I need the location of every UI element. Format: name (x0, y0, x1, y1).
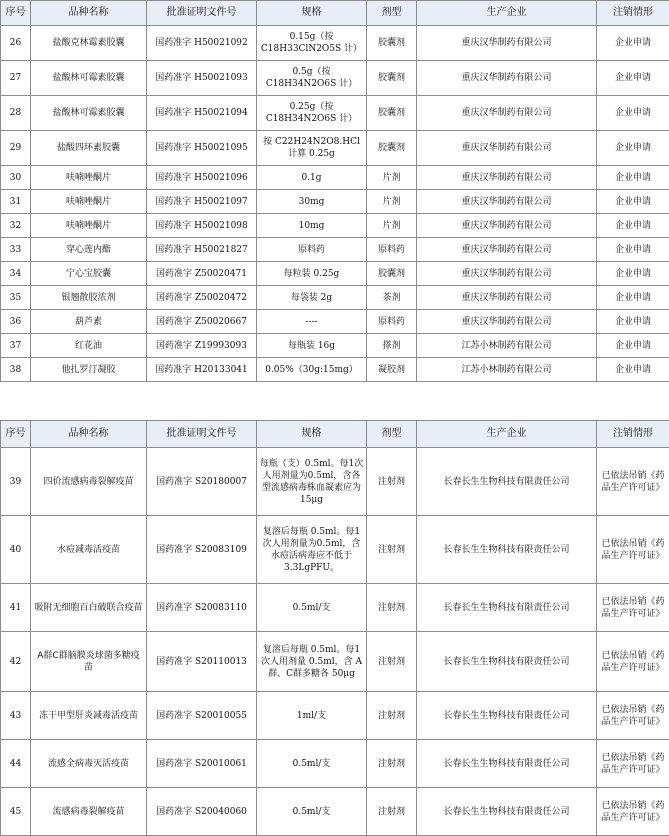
cell-specification: 0.1g (257, 166, 367, 190)
cell-approval-number: 国药准字 S20180007 (147, 448, 257, 516)
cell-serial: 37 (1, 334, 31, 358)
cell-approval-number: 国药准字 S20083109 (147, 516, 257, 584)
table-row (1, 286, 669, 310)
cell-cancellation-status: 已依法吊销《药品生产许可证》 (597, 448, 669, 516)
cell-dosage-form: 胶囊剂 (367, 96, 417, 131)
cancellation-table-1 (0, 0, 669, 382)
cell-manufacturer: 重庆汉华制药有限公司 (417, 131, 597, 166)
cell-dosage-form: 注射剂 (367, 740, 417, 788)
cell-cancellation-status: 已依法吊销《药品生产许可证》 (597, 516, 669, 584)
cell-manufacturer: 重庆汉华制药有限公司 (417, 26, 597, 61)
header-product-name: 品种名称 (31, 1, 147, 26)
cell-product-name: 葫芦素 (31, 310, 147, 334)
table-row (1, 190, 669, 214)
cell-manufacturer: 重庆汉华制药有限公司 (417, 262, 597, 286)
cell-cancellation-status: 企业申请 (597, 96, 669, 131)
cell-specification: 每瓶装 16g (257, 334, 367, 358)
cell-product-name: 流感病毒裂解疫苗 (31, 788, 147, 836)
table-row (1, 358, 669, 382)
table-row (1, 214, 669, 238)
cell-dosage-form: 原料药 (367, 238, 417, 262)
cell-product-name: 呋喃唑酮片 (31, 190, 147, 214)
table-row (1, 692, 669, 740)
cell-serial: 45 (1, 788, 31, 836)
cell-manufacturer: 重庆汉华制药有限公司 (417, 310, 597, 334)
cell-dosage-form: 片剂 (367, 166, 417, 190)
table-row (1, 310, 669, 334)
cell-manufacturer: 重庆汉华制药有限公司 (417, 238, 597, 262)
table-row (1, 61, 669, 96)
cell-dosage-form: 凝胶剂 (367, 358, 417, 382)
cell-product-name: 呋喃唑酮片 (31, 214, 147, 238)
cell-serial: 35 (1, 286, 31, 310)
cell-product-name: 盐酸克林霉素胶囊 (31, 26, 147, 61)
cell-cancellation-status: 已依法吊销《药品生产许可证》 (597, 740, 669, 788)
cell-specification: 0.25g（按 C18H34N2O6S 计） (257, 96, 367, 131)
cell-serial: 40 (1, 516, 31, 584)
cell-cancellation-status: 已依法吊销《药品生产许可证》 (597, 692, 669, 740)
table-row (1, 584, 669, 632)
cell-product-name: 呋喃唑酮片 (31, 166, 147, 190)
cell-manufacturer: 江苏小林制药有限公司 (417, 358, 597, 382)
cell-cancellation-status: 企业申请 (597, 310, 669, 334)
header-serial: 序号 (1, 421, 31, 448)
cell-manufacturer: 江苏小林制药有限公司 (417, 334, 597, 358)
table-body (1, 448, 669, 836)
table-body (1, 26, 669, 382)
cell-product-name: 他扎罗汀凝胶 (31, 358, 147, 382)
cell-product-name: 盐酸林可霉素胶囊 (31, 61, 147, 96)
header-approval-number: 批准证明文件号 (147, 421, 257, 448)
cell-specification: 每袋装 2g (257, 286, 367, 310)
cell-approval-number: 国药准字 S20083110 (147, 584, 257, 632)
cell-serial: 26 (1, 26, 31, 61)
cell-dosage-form: 注射剂 (367, 692, 417, 740)
cell-specification: 0.5ml/支 (257, 740, 367, 788)
cell-cancellation-status: 企业申请 (597, 131, 669, 166)
cell-serial: 28 (1, 96, 31, 131)
cell-serial: 34 (1, 262, 31, 286)
cell-product-name: 穿心莲内酯 (31, 238, 147, 262)
cell-dosage-form: 注射剂 (367, 584, 417, 632)
table-row (1, 334, 669, 358)
cell-dosage-form: 注射剂 (367, 788, 417, 836)
cell-specification: ---- (257, 310, 367, 334)
cell-approval-number: 国药准字 H50021093 (147, 61, 257, 96)
cell-cancellation-status: 企业申请 (597, 358, 669, 382)
header-dosage-form: 剂型 (367, 421, 417, 448)
cell-specification: 每瓶（支）0.5ml。每1次人用剂量为0.5ml，含各型流感病毒株血凝素应为 15μg (257, 448, 367, 516)
header-specification: 规格 (257, 421, 367, 448)
cell-product-name: A群C群脑膜炎球菌多糖疫苗 (31, 632, 147, 692)
cell-specification: 0.5ml/支 (257, 584, 367, 632)
cell-dosage-form: 注射剂 (367, 632, 417, 692)
cell-manufacturer: 长春长生生物科技有限责任公司 (417, 740, 597, 788)
cell-cancellation-status: 企业申请 (597, 286, 669, 310)
cell-approval-number: 国药准字 H50021092 (147, 26, 257, 61)
header-manufacturer: 生产企业 (417, 1, 597, 26)
cell-dosage-form: 注射剂 (367, 448, 417, 516)
cell-product-name: 银翘散胶浓剂 (31, 286, 147, 310)
cell-dosage-form: 片剂 (367, 214, 417, 238)
cell-dosage-form: 原料药 (367, 310, 417, 334)
cell-approval-number: 国药准字 H50021096 (147, 166, 257, 190)
header-manufacturer: 生产企业 (417, 421, 597, 448)
cell-approval-number: 国药准字 S20010061 (147, 740, 257, 788)
cell-serial: 39 (1, 448, 31, 516)
cell-cancellation-status: 已依法吊销《药品生产许可证》 (597, 632, 669, 692)
cell-specification: 原料药 (257, 238, 367, 262)
table-row (1, 131, 669, 166)
cell-serial: 32 (1, 214, 31, 238)
table-header (1, 1, 669, 26)
cell-manufacturer: 长春长生生物科技有限责任公司 (417, 692, 597, 740)
cell-specification: 0.5ml/支 (257, 788, 367, 836)
cell-cancellation-status: 企业申请 (597, 214, 669, 238)
cell-cancellation-status: 企业申请 (597, 334, 669, 358)
cell-specification: 0.5g（按 C18H34N2O6S 计） (257, 61, 367, 96)
cell-specification: 30mg (257, 190, 367, 214)
cell-specification: 1ml/支 (257, 692, 367, 740)
cell-serial: 41 (1, 584, 31, 632)
header-approval-number: 批准证明文件号 (147, 1, 257, 26)
cell-specification: 0.05%（30g:15mg） (257, 358, 367, 382)
cell-manufacturer: 重庆汉华制药有限公司 (417, 190, 597, 214)
cell-approval-number: 国药准字 Z50020472 (147, 286, 257, 310)
table-row (1, 238, 669, 262)
cell-cancellation-status: 企业申请 (597, 166, 669, 190)
cell-serial: 36 (1, 310, 31, 334)
cell-approval-number: 国药准字 H50021094 (147, 96, 257, 131)
cell-approval-number: 国药准字 S20040060 (147, 788, 257, 836)
cell-approval-number: 国药准字 H50021097 (147, 190, 257, 214)
cell-cancellation-status: 企业申请 (597, 238, 669, 262)
cell-product-name: 四价流感病毒裂解疫苗 (31, 448, 147, 516)
cell-product-name: 冻干甲型肝炎减毒活疫苗 (31, 692, 147, 740)
cell-approval-number: 国药准字 H50021098 (147, 214, 257, 238)
cell-approval-number: 国药准字 H50021095 (147, 131, 257, 166)
cell-approval-number: 国药准字 Z50020471 (147, 262, 257, 286)
cell-product-name: 盐酸林可霉素胶囊 (31, 96, 147, 131)
cell-manufacturer: 长春长生生物科技有限责任公司 (417, 584, 597, 632)
cell-serial: 33 (1, 238, 31, 262)
cell-dosage-form: 胶囊剂 (367, 262, 417, 286)
table-row (1, 788, 669, 836)
cell-approval-number: 国药准字 S20110013 (147, 632, 257, 692)
cell-dosage-form: 胶囊剂 (367, 61, 417, 96)
cell-approval-number: 国药准字 H50021827 (147, 238, 257, 262)
cell-specification: 复溶后每瓶 0.5ml。每1次人用剂量 0.5ml，含 A群、C群多糖各 50μg (257, 632, 367, 692)
cell-dosage-form: 茶剂 (367, 286, 417, 310)
cancellation-table-2 (0, 420, 669, 836)
cell-serial: 43 (1, 692, 31, 740)
cell-serial: 30 (1, 166, 31, 190)
cell-dosage-form: 胶囊剂 (367, 26, 417, 61)
table-row (1, 740, 669, 788)
header-cancellation-status: 注销情形 (597, 1, 669, 26)
cell-serial: 44 (1, 740, 31, 788)
cell-specification: 10mg (257, 214, 367, 238)
cell-serial: 31 (1, 190, 31, 214)
cell-product-name: 水痘减毒活疫苗 (31, 516, 147, 584)
cell-serial: 42 (1, 632, 31, 692)
table-row (1, 448, 669, 516)
cell-cancellation-status: 已依法吊销《药品生产许可证》 (597, 788, 669, 836)
cell-manufacturer: 重庆汉华制药有限公司 (417, 166, 597, 190)
header-product-name: 品种名称 (31, 421, 147, 448)
table-header (1, 421, 669, 448)
cell-dosage-form: 胶囊剂 (367, 131, 417, 166)
table-row (1, 516, 669, 584)
table-row (1, 262, 669, 286)
cell-specification: 按 C22H24N2O8.HCl 计算 0.25g (257, 131, 367, 166)
cell-manufacturer: 重庆汉华制药有限公司 (417, 96, 597, 131)
cell-manufacturer: 长春长生生物科技有限责任公司 (417, 788, 597, 836)
cell-manufacturer: 长春长生生物科技有限责任公司 (417, 632, 597, 692)
table-row (1, 96, 669, 131)
header-serial: 序号 (1, 1, 31, 26)
cell-product-name: 红花油 (31, 334, 147, 358)
cell-dosage-form: 注射剂 (367, 516, 417, 584)
cell-manufacturer: 重庆汉华制药有限公司 (417, 61, 597, 96)
cell-manufacturer: 长春长生生物科技有限责任公司 (417, 516, 597, 584)
cell-manufacturer: 重庆汉华制药有限公司 (417, 214, 597, 238)
cell-serial: 38 (1, 358, 31, 382)
table-row (1, 632, 669, 692)
cell-specification: 每粒装 0.25g (257, 262, 367, 286)
cell-product-name: 宁心宝胶囊 (31, 262, 147, 286)
table-row (1, 166, 669, 190)
cell-cancellation-status: 企业申请 (597, 190, 669, 214)
cell-serial: 29 (1, 131, 31, 166)
cell-cancellation-status: 企业申请 (597, 26, 669, 61)
cell-dosage-form: 搽剂 (367, 334, 417, 358)
header-specification: 规格 (257, 1, 367, 26)
header-cancellation-status: 注销情形 (597, 421, 669, 448)
cell-cancellation-status: 企业申请 (597, 262, 669, 286)
cell-approval-number: 国药准字 Z19993093 (147, 334, 257, 358)
cell-cancellation-status: 企业申请 (597, 61, 669, 96)
cell-product-name: 吸附无细胞百白破联合疫苗 (31, 584, 147, 632)
cell-cancellation-status: 已依法吊销《药品生产许可证》 (597, 584, 669, 632)
cell-approval-number: 国药准字 Z50020667 (147, 310, 257, 334)
header-dosage-form: 剂型 (367, 1, 417, 26)
cell-specification: 复溶后每瓶 0.5ml。每1次人用剂量为0.5ml，含水痘活病毒应不低于 3.3LgPFU。 (257, 516, 367, 584)
cell-manufacturer: 重庆汉华制药有限公司 (417, 286, 597, 310)
cell-product-name: 盐酸四环素胶囊 (31, 131, 147, 166)
table-row (1, 26, 669, 61)
cell-serial: 27 (1, 61, 31, 96)
cell-manufacturer: 长春长生生物科技有限责任公司 (417, 448, 597, 516)
cell-dosage-form: 片剂 (367, 190, 417, 214)
cell-product-name: 流感全病毒灭活疫苗 (31, 740, 147, 788)
cell-approval-number: 国药准字 H20133041 (147, 358, 257, 382)
cell-specification: 0.15g（按 C18H33ClN2O5S 计） (257, 26, 367, 61)
cell-approval-number: 国药准字 S20010055 (147, 692, 257, 740)
